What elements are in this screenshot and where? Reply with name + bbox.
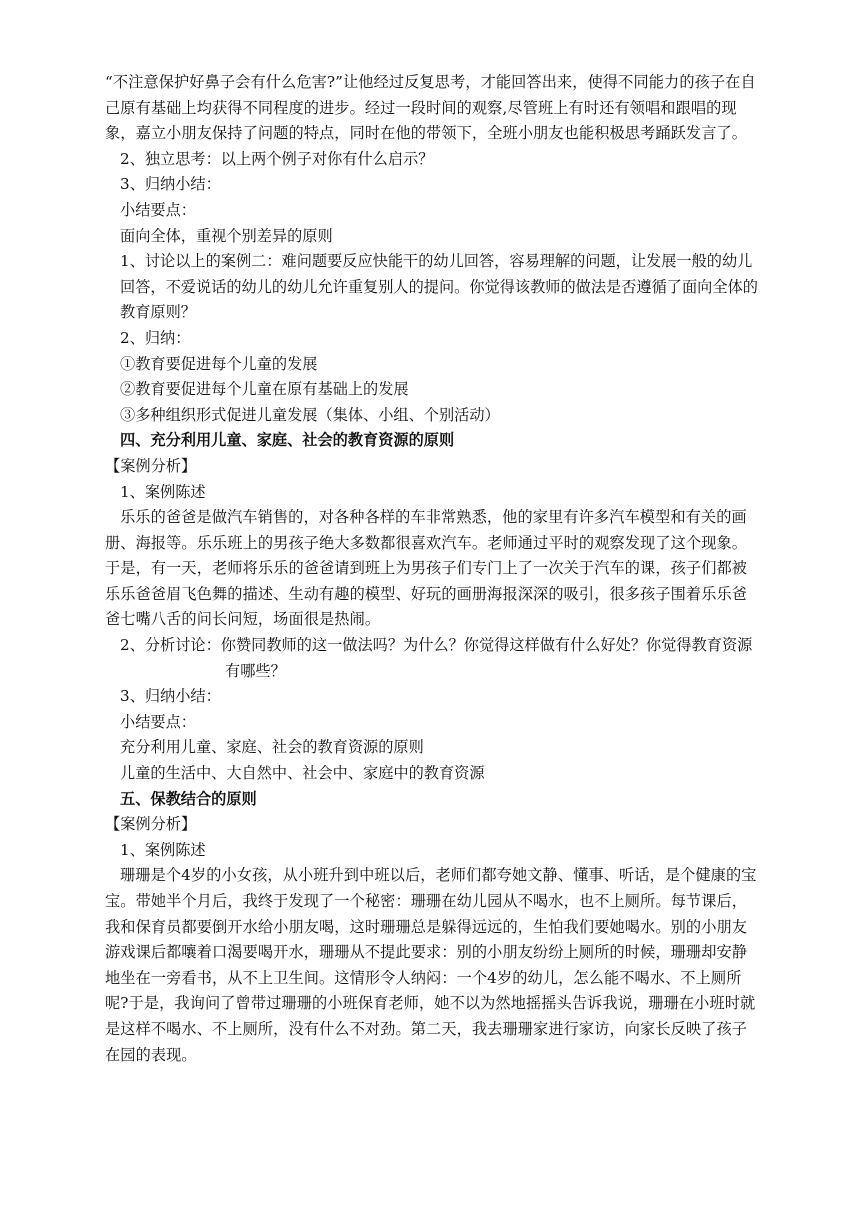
case-analysis-label-2: 【案例分析】 (105, 815, 197, 834)
paragraph-induction-heading: 2、归纳： (120, 328, 191, 347)
paragraph-summary-heading-2: 3、归纳小结： (120, 687, 221, 706)
section-heading-four: 四、充分利用儿童、家庭、社会的教育资源的原则 (120, 431, 455, 450)
paragraph-discussion-case-two: 1、讨论以上的案例二：难问题要反应快能干的幼儿回答，容易理解的问题，让发展一般的幼儿回答，不爱说话的幼儿的幼儿允许重复别人的提问。你觉得该教师的做法是否遵循了面向全体的教育原则？ (120, 252, 758, 322)
section-heading-five: 五、保教结合的原则 (120, 789, 257, 808)
paragraph-lele-case: 乐乐的爸爸是做汽车销售的，对各种各样的车非常熟悉，他的家里有许多汽车模型和有关的画册、海报等。乐乐班上的男孩子绝大多数都很喜欢汽车。老师通过平时的观察发现了这个现象。于是，有一天，老师将乐乐的爸爸请到班上为男孩子们专门上了一次关于汽车的课，孩子们都被乐乐爸爸眉飞色舞的描述、生动有趣的模型、好玩的画册海报深深的吸引，很多孩子围着乐乐爸爸七嘴八舌的问长问短，场面很是热闹。 (105, 508, 748, 629)
list-item-point-1: ①教育要促进每个儿童的发展 (120, 354, 318, 373)
paragraph-resources-list: 儿童的生活中、大自然中、社会中、家庭中的教育资源 (120, 764, 485, 783)
document-page (105, 70, 760, 1068)
paragraph-analysis-discussion: 2、分析讨论：你赞同教师的这一做法吗？为什么？你觉得这样做有什么好处？你觉得教育资源 (120, 636, 753, 655)
paragraph-analysis-discussion-continued: 有哪些？ (225, 661, 286, 680)
paragraph-shanshan-case: 珊珊是个4岁的小女孩，从小班升到中班以后，老师们都夸她文静、懂事、听话，是个健康的宝宝。带她半个月后，我终于发现了一个秘密：珊珊在幼儿园从不喝水，也不上厕所。每节课后，我和保育员都要倒开水给小朋友喝，这时珊珊总是躲得远远的，生怕我们要她喝水。别的小朋友游戏课后都嚷着口渴要喝开水，珊珊从不提此要求：别的小朋友纷纷上厕所的时候，珊珊却安静地坐在一旁看书，从不上卫生间。这情形令人纳闷：一个4岁的幼儿，怎么能不喝水、不上厕所呢?于是，我询问了曾带过珊珊的小班保育老师，她不以为然地摇摇头告诉我说，珊珊在小班时就是这样不喝水、不上厕所，没有什么不对劲。第二天，我去珊珊家进行家访，向家长反映了孩子在园的表现。 (105, 866, 757, 1064)
list-item-point-2: ②教育要促进每个儿童在原有基础上的发展 (120, 380, 409, 399)
case-statement-heading-2: 1、案例陈述 (120, 840, 206, 859)
paragraph-principle-resources: 充分利用儿童、家庭、社会的教育资源的原则 (120, 738, 424, 757)
paragraph-summary-heading: 3、归纳小结： (120, 175, 221, 194)
list-item-point-3: ③多种组织形式促进儿童发展（集体、小组、个别活动） (120, 405, 500, 424)
paragraph-summary-points-label-2: 小结要点： (120, 712, 196, 731)
case-analysis-label: 【案例分析】 (105, 456, 197, 475)
paragraph-summary-points-label: 小结要点： (120, 200, 196, 219)
case-statement-heading: 1、案例陈述 (120, 482, 206, 501)
paragraph-case-continuation: “不注意保护好鼻子会有什么危害?”让他经过反复思考，才能回答出来，使得不同能力的孩子在自己原有基础上均获得不同程度的进步。经过一段时间的观察,尽管班上有时还有领唱和跟唱的现象，嘉立小朋友保持了问题的特点，同时在他的带领下，全班小朋友也能积极思考踊跃发言了。 (105, 73, 756, 143)
paragraph-independent-thinking: 2、独立思考：以上两个例子对你有什么启示？ (120, 149, 434, 168)
paragraph-principle-whole-group: 面向全体，重视个别差异的原则 (120, 226, 333, 245)
